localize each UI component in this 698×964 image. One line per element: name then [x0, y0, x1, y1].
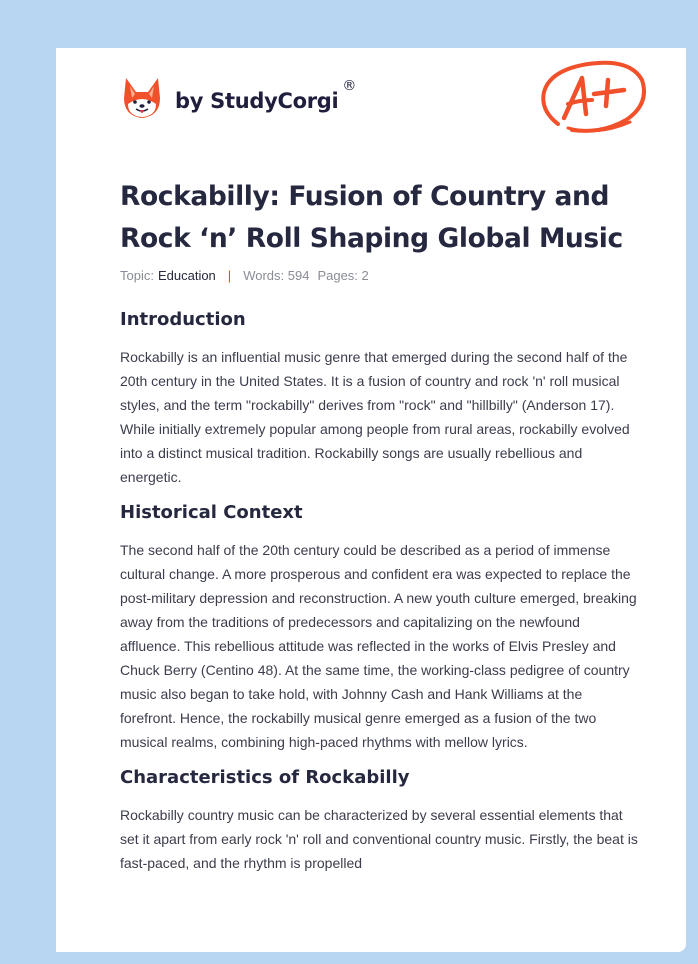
section-body-introduction: Rockabilly is an influential music genre that emerged during the second half of the 20th century in the United States. It is a fusion of country and rock 'n' roll musical styles, and the term "rockabilly" derives from "rock" and "hillbilly" (Anderson 17). While initially extremely popular among people from rural areas, rockabilly evolved into a distinct musical tradition. Rockabilly songs are usually rebellious and energetic. [120, 349, 630, 485]
page-title: Rockabilly: Fusion of Country and Rock ‘n’ Roll Shaping Global Music [120, 181, 623, 254]
section-heading-introduction: Introduction [120, 309, 246, 330]
meta-separator: | [227, 268, 232, 283]
registered-mark: ® [342, 78, 357, 94]
a-plus-grade-icon [538, 58, 648, 140]
section-body-characteristics: Rockabilly country music can be characterized by several essential elements that set it apart from early rock 'n' roll and conventional country music. Firstly, the beat is fast-paced, and the rhythm is propelled [120, 807, 638, 871]
brand-logo[interactable] [122, 76, 356, 120]
section-body-historical-context: The second half of the 20th century could be described as a period of immense cultural change. A more prosperous and confident era was expected to replace the post-military depression and reconstruction. A new youth culture emerged, breaking away from the traditions of predecessors and capitalizing on the newfound affluence. This rebellious attitude was reflected in the works of Elvis Presley and Chuck Berry (Centino 48). At the same time, the working-class pedigree of country music also began to take hold, with Johnny Cash and Hank Williams at the forefront. Hence, the rockabilly musical genre emerged as a fusion of the two musical realms, combining high-paced rhythms with mellow lyrics. [120, 542, 637, 750]
section-heading-historical-context: Historical Context [120, 502, 303, 523]
section-heading-characteristics: Characteristics of Rockabilly [120, 767, 410, 788]
corgi-icon [122, 76, 162, 120]
brand-name: by StudyCorgi [175, 89, 339, 113]
topic-label: Topic: [120, 268, 154, 283]
topic-link[interactable]: Education [157, 268, 216, 283]
page-count: Pages: 2 [317, 268, 369, 283]
word-count: Words: 594 [243, 268, 310, 283]
article [120, 176, 640, 875]
document-card [56, 48, 686, 952]
article-meta [120, 268, 640, 283]
